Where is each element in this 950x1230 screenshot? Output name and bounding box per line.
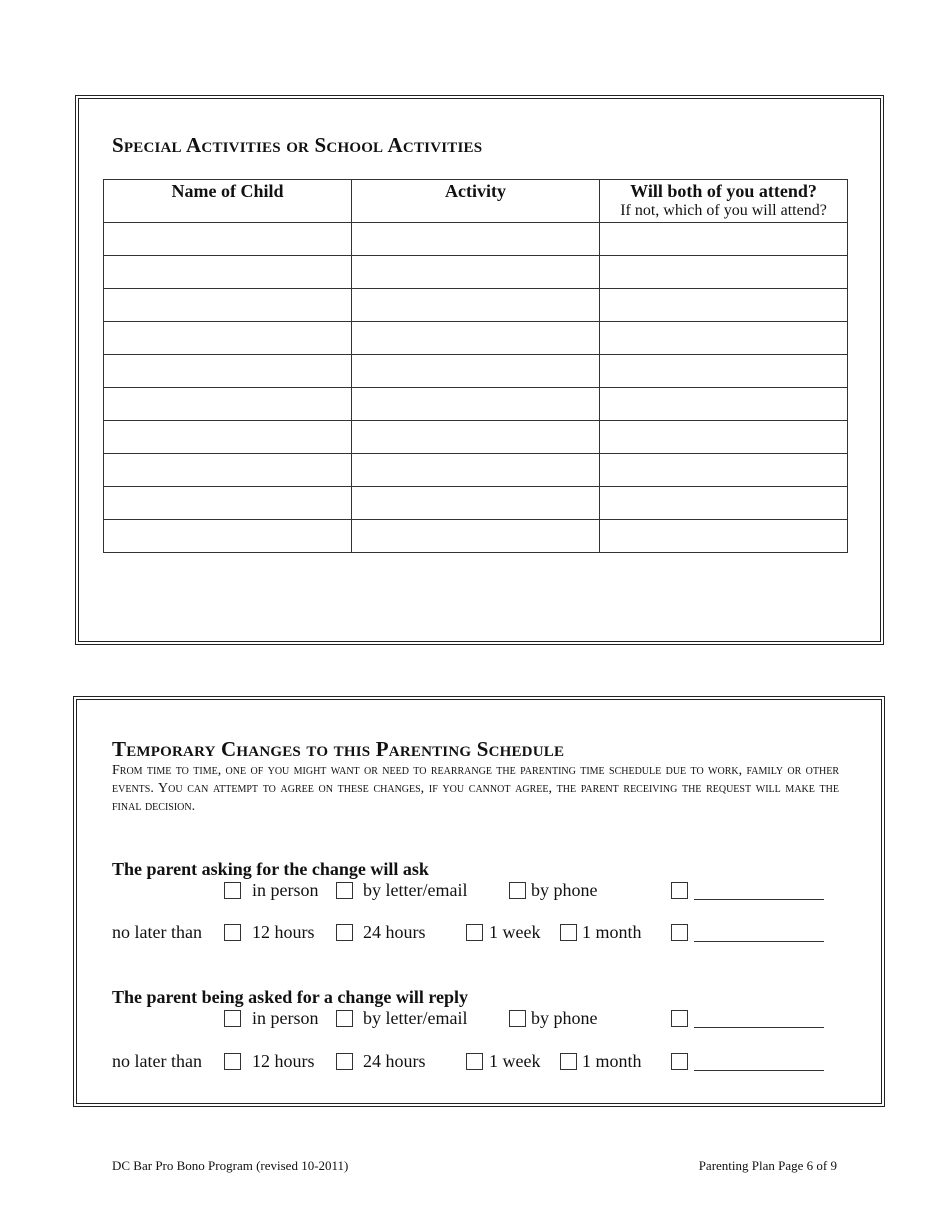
cell-activity[interactable]	[352, 454, 600, 487]
ask-deadline-label: no later than	[112, 922, 202, 942]
ask-24-hours-label: 24 hours	[363, 922, 426, 942]
ask-1-week-checkbox[interactable]	[466, 924, 483, 941]
ask-1-week-label: 1 week	[489, 922, 541, 942]
cell-attend[interactable]	[600, 388, 848, 421]
cell-attend[interactable]	[600, 454, 848, 487]
table-row	[104, 322, 848, 355]
ask-in-person-checkbox[interactable]	[224, 882, 241, 899]
reply-letter-email-checkbox[interactable]	[336, 1010, 353, 1027]
reply-phone-checkbox[interactable]	[509, 1010, 526, 1027]
footer-right: Parenting Plan Page 6 of 9	[698, 1158, 837, 1173]
reply-other-method-checkbox[interactable]	[671, 1010, 688, 1027]
reply-other-deadline-checkbox[interactable]	[671, 1053, 688, 1070]
table-row	[104, 355, 848, 388]
cell-attend[interactable]	[600, 421, 848, 454]
cell-activity[interactable]	[352, 289, 600, 322]
activities-title: Special Activities or School Activities	[112, 133, 483, 157]
cell-name[interactable]	[104, 520, 352, 553]
cell-name[interactable]	[104, 388, 352, 421]
cell-activity[interactable]	[352, 223, 600, 256]
ask-letter-email-label: by letter/email	[363, 880, 468, 900]
cell-name[interactable]	[104, 421, 352, 454]
cell-attend[interactable]	[600, 520, 848, 553]
cell-attend[interactable]	[600, 355, 848, 388]
ask-other-deadline-checkbox[interactable]	[671, 924, 688, 941]
cell-attend[interactable]	[600, 256, 848, 289]
reply-phone-label: by phone	[531, 1008, 598, 1028]
table-row	[104, 289, 848, 322]
cell-attend[interactable]	[600, 289, 848, 322]
cell-activity[interactable]	[352, 487, 600, 520]
reply-24-hours-checkbox[interactable]	[336, 1053, 353, 1070]
ask-heading: The parent asking for the change will ask	[112, 859, 429, 879]
reply-12-hours-label: 12 hours	[252, 1051, 315, 1071]
cell-activity[interactable]	[352, 520, 600, 553]
cell-name[interactable]	[104, 289, 352, 322]
ask-12-hours-checkbox[interactable]	[224, 924, 241, 941]
reply-deadline-label: no later than	[112, 1051, 202, 1071]
reply-1-month-checkbox[interactable]	[560, 1053, 577, 1070]
ask-in-person-label: in person	[252, 880, 319, 900]
changes-intro: From time to time, one of you might want or need to rearrange the parenting time schedule due to work, family or other events. You can attempt to agree on these changes, if you cannot agree, the parent receiving the request will make the final decision.	[112, 763, 839, 814]
cell-name[interactable]	[104, 355, 352, 388]
ask-letter-email-checkbox[interactable]	[336, 882, 353, 899]
ask-other-deadline-field[interactable]	[694, 941, 824, 942]
reply-1-month-label: 1 month	[582, 1051, 642, 1071]
ask-1-month-checkbox[interactable]	[560, 924, 577, 941]
cell-activity[interactable]	[352, 256, 600, 289]
column-header-activity: Activity	[352, 180, 600, 223]
cell-attend[interactable]	[600, 487, 848, 520]
reply-1-week-checkbox[interactable]	[466, 1053, 483, 1070]
reply-letter-email-label: by letter/email	[363, 1008, 468, 1028]
cell-attend[interactable]	[600, 223, 848, 256]
reply-heading: The parent being asked for a change will reply	[112, 987, 469, 1007]
cell-name[interactable]	[104, 223, 352, 256]
table-row	[104, 223, 848, 256]
reply-24-hours-label: 24 hours	[363, 1051, 426, 1071]
cell-name[interactable]	[104, 487, 352, 520]
column-header-attend: Will both of you attend? If not, which of you will attend?	[600, 180, 848, 223]
footer-left: DC Bar Pro Bono Program (revised 10-2011)	[112, 1158, 349, 1173]
table-row	[104, 487, 848, 520]
cell-activity[interactable]	[352, 355, 600, 388]
ask-1-month-label: 1 month	[582, 922, 642, 942]
ask-other-method-checkbox[interactable]	[671, 882, 688, 899]
reply-12-hours-checkbox[interactable]	[224, 1053, 241, 1070]
cell-name[interactable]	[104, 322, 352, 355]
changes-title: Temporary Changes to this Parenting Schedule	[112, 737, 565, 761]
cell-activity[interactable]	[352, 421, 600, 454]
ask-other-method-field[interactable]	[694, 899, 824, 900]
activities-table	[103, 179, 848, 553]
cell-name[interactable]	[104, 256, 352, 289]
ask-24-hours-checkbox[interactable]	[336, 924, 353, 941]
reply-1-week-label: 1 week	[489, 1051, 541, 1071]
cell-attend[interactable]	[600, 322, 848, 355]
reply-in-person-checkbox[interactable]	[224, 1010, 241, 1027]
reply-in-person-label: in person	[252, 1008, 319, 1028]
cell-activity[interactable]	[352, 322, 600, 355]
table-row	[104, 388, 848, 421]
table-row	[104, 520, 848, 553]
table-row	[104, 256, 848, 289]
reply-other-deadline-field[interactable]	[694, 1070, 824, 1071]
table-row	[104, 421, 848, 454]
table-header-row	[104, 180, 848, 223]
reply-other-method-field[interactable]	[694, 1027, 824, 1028]
cell-name[interactable]	[104, 454, 352, 487]
table-row	[104, 454, 848, 487]
cell-activity[interactable]	[352, 388, 600, 421]
ask-12-hours-label: 12 hours	[252, 922, 315, 942]
ask-phone-label: by phone	[531, 880, 598, 900]
column-header-name: Name of Child	[104, 180, 352, 223]
ask-phone-checkbox[interactable]	[509, 882, 526, 899]
